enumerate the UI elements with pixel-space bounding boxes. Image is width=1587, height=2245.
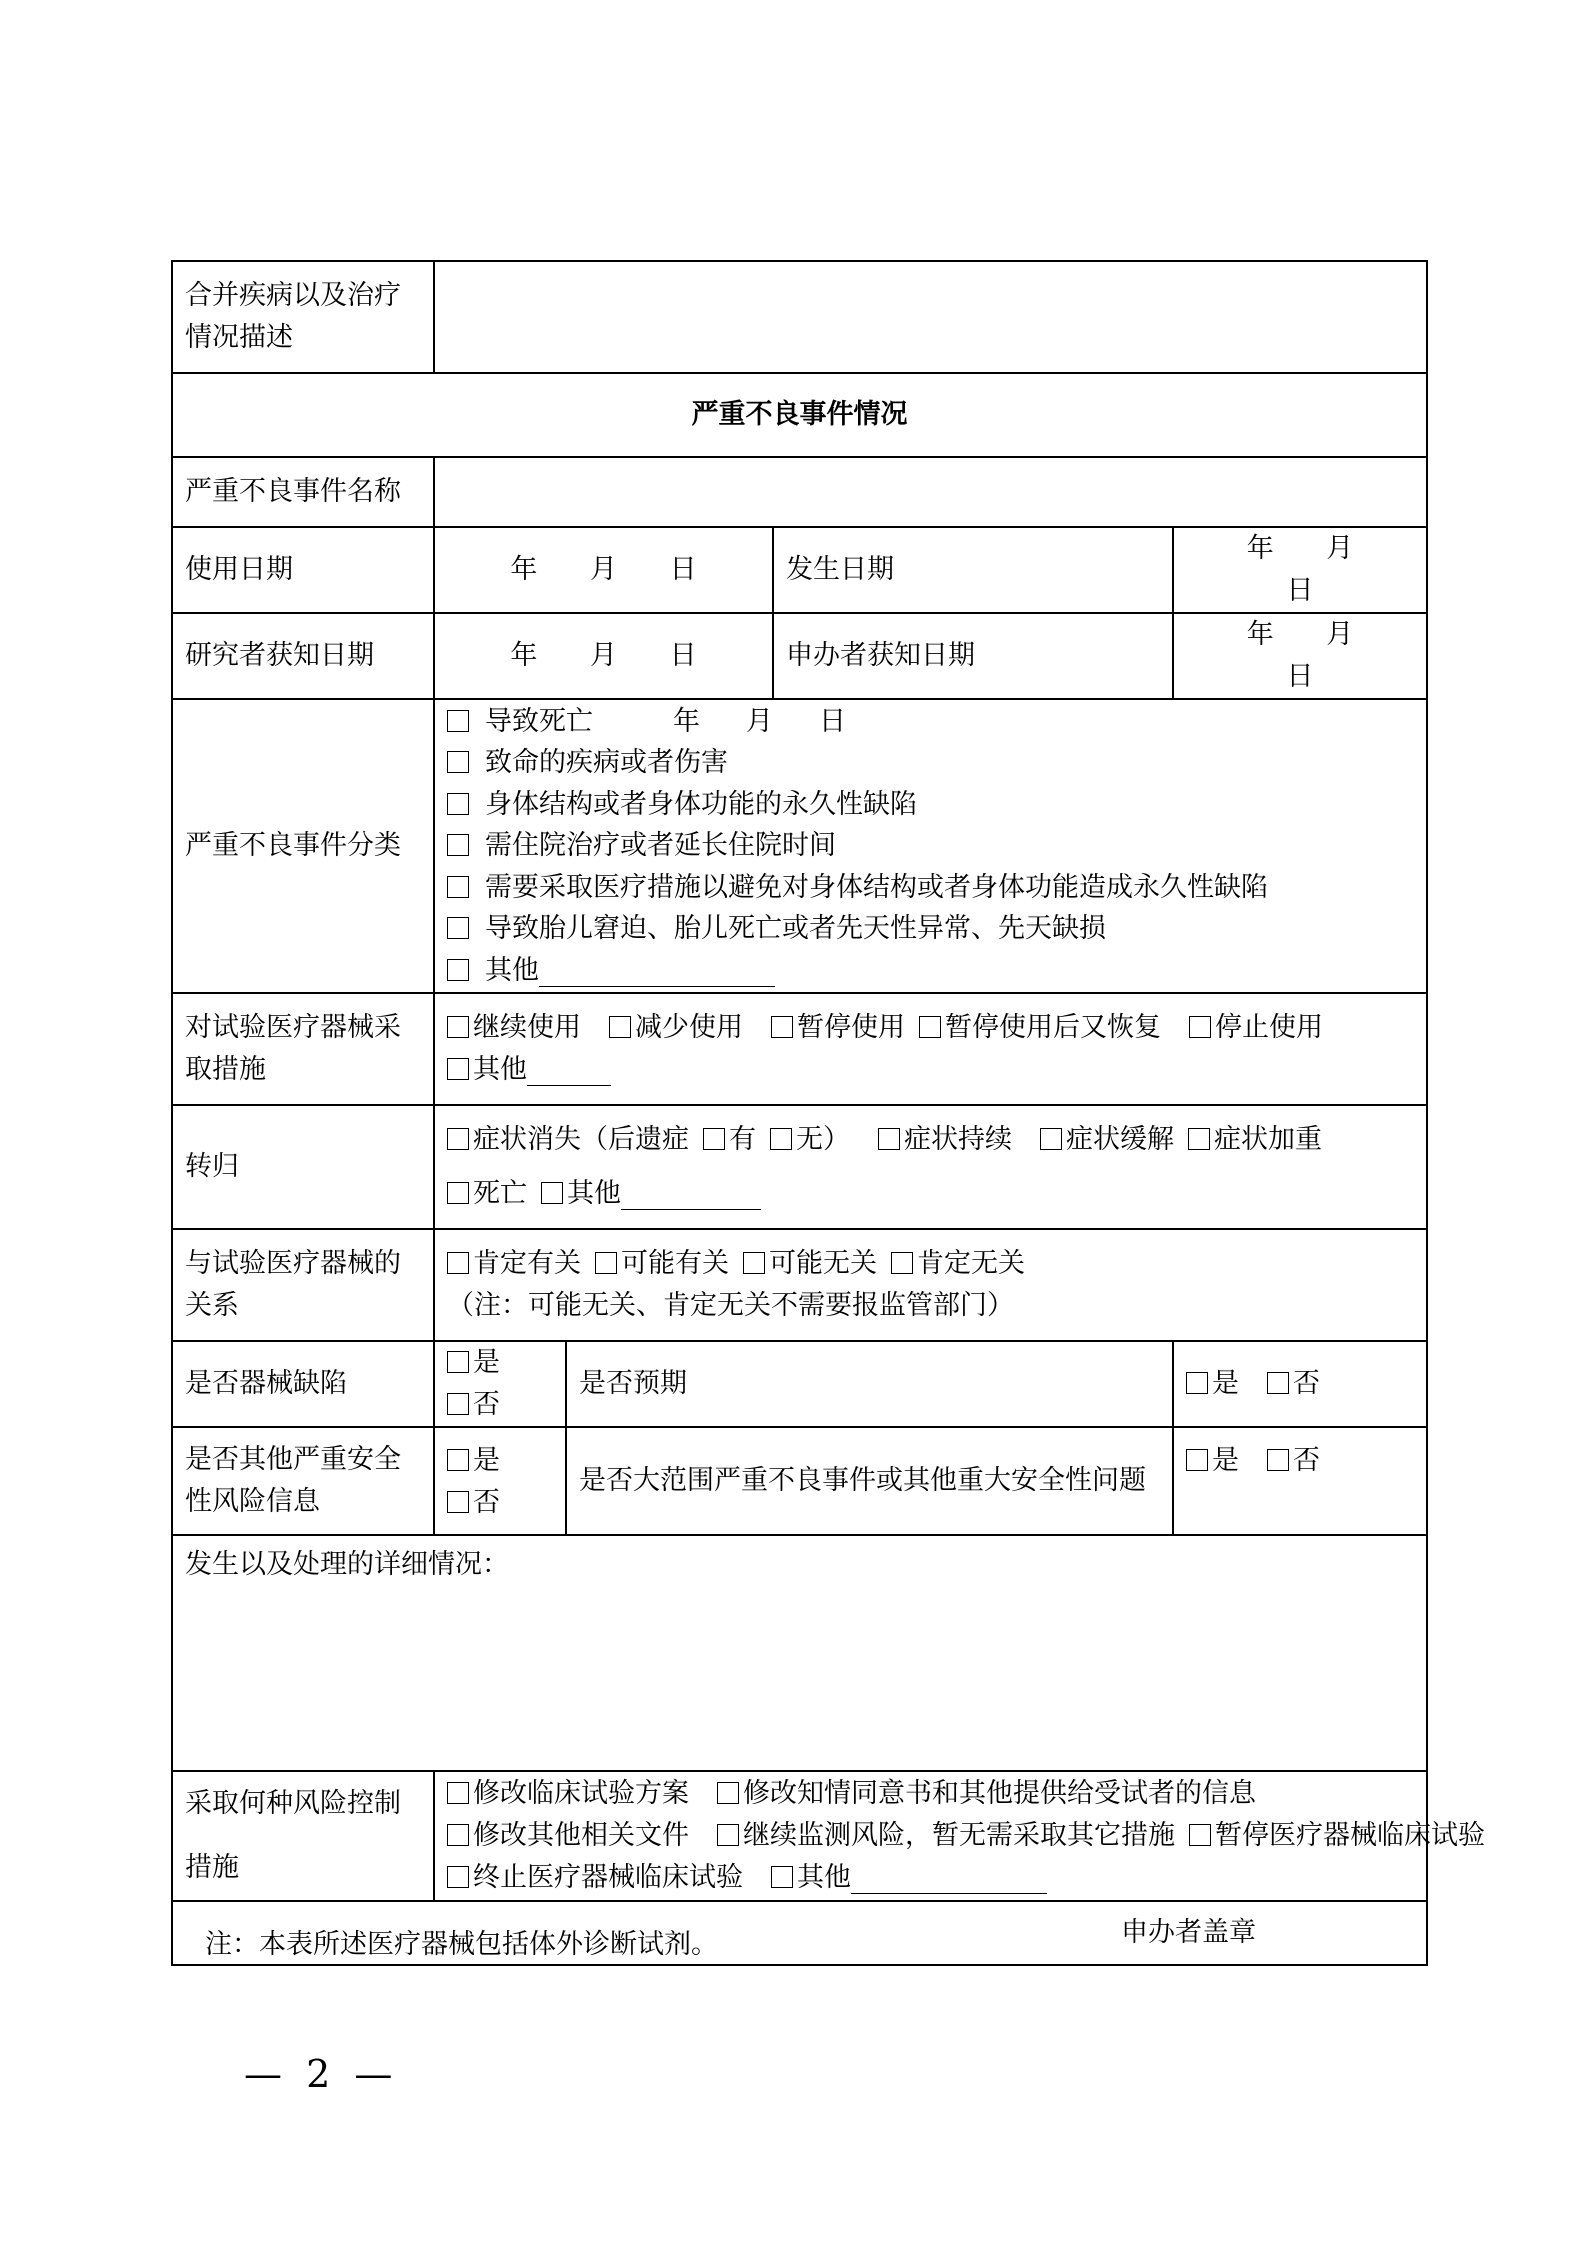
row-aware-date (172, 613, 1427, 699)
year-label: 年 (1246, 533, 1274, 564)
classification-options (434, 699, 1427, 993)
outcome-option[interactable]: 其他 (541, 1167, 761, 1221)
risk-control-options (434, 1771, 1485, 1901)
defect-label: 是否器械缺陷 (172, 1341, 434, 1427)
investigator-aware-field[interactable] (434, 613, 773, 699)
classification-option[interactable]: 导致死亡 年 月 日 (447, 701, 1414, 743)
risk-control-label: 采取何种风险控制措施 (172, 1771, 434, 1901)
no-option[interactable]: 否 (1267, 1363, 1320, 1405)
outcome-option[interactable]: 无） (770, 1113, 850, 1167)
risk-control-option[interactable]: 修改临床试验方案 (447, 1773, 689, 1815)
row-use-date (172, 527, 1427, 613)
checkbox[interactable] (447, 1058, 469, 1080)
checkbox[interactable] (919, 1016, 941, 1038)
year-label: 年 (1246, 619, 1274, 650)
measure-option[interactable]: 暂停使用后又恢复 (919, 1007, 1161, 1049)
checkbox[interactable] (447, 1782, 469, 1804)
outcome-option[interactable]: 症状缓解 (1040, 1113, 1174, 1167)
other-blank[interactable] (851, 1863, 1047, 1894)
checkbox[interactable] (717, 1824, 739, 1846)
checkbox[interactable] (771, 1866, 793, 1888)
page-number: — 2 — (244, 2052, 399, 2096)
classification-option[interactable]: 导致胎儿窘迫、胎儿死亡或者先天性异常、先天缺损 (447, 908, 1414, 950)
checkbox[interactable] (447, 1252, 469, 1274)
expected-options (1173, 1341, 1427, 1427)
sae-report-form (171, 260, 1485, 1966)
no-option[interactable]: 否 (447, 1384, 500, 1426)
month-label: 月 (590, 554, 617, 585)
relation-options (434, 1229, 1427, 1341)
classification-option[interactable]: 需要采取医疗措施以避免对身体结构或者身体功能造成永久性缺陷 (447, 867, 1414, 909)
relation-label: 与试验医疗器械的关系 (172, 1229, 434, 1341)
outcome-option[interactable]: 症状持续 (878, 1113, 1012, 1167)
month-label: 月 (1326, 619, 1354, 650)
occur-date-field[interactable] (1173, 527, 1427, 613)
relation-note: （注：可能无关、肯定无关不需要报监管部门） (447, 1290, 1014, 1321)
checkbox[interactable] (447, 710, 469, 732)
occur-date-label: 发生日期 (773, 527, 1173, 613)
yes-option[interactable]: 是 (1186, 1440, 1239, 1482)
checkbox[interactable] (1186, 1449, 1208, 1471)
checkbox[interactable] (771, 1016, 793, 1038)
measure-option[interactable]: 停止使用 (1189, 1007, 1323, 1049)
row-other-risk (172, 1427, 1427, 1535)
relation-option[interactable]: 肯定无关 (891, 1243, 1025, 1285)
checkbox[interactable] (1040, 1128, 1062, 1150)
details-label: 发生以及处理的详细情况： (185, 1549, 509, 1580)
row-risk-control (172, 1771, 1427, 1901)
row-defect (172, 1341, 1427, 1427)
checkbox[interactable] (1267, 1449, 1289, 1471)
year-label: 年 (510, 554, 538, 585)
outcome-option[interactable]: 死亡 (447, 1167, 527, 1221)
checkbox[interactable] (1189, 1016, 1211, 1038)
measures-label: 对试验医疗器械采取措施 (172, 993, 434, 1105)
year-label: 年 (510, 640, 538, 671)
checkbox[interactable] (447, 1351, 469, 1373)
checkbox[interactable] (743, 1252, 765, 1274)
checkbox[interactable] (447, 793, 469, 815)
row-comorbidity (172, 261, 1427, 373)
measure-option[interactable]: 其他 (447, 1049, 611, 1091)
row-section-title (172, 373, 1427, 457)
checkbox[interactable] (703, 1128, 725, 1150)
checkbox[interactable] (1189, 1824, 1211, 1846)
day-label: 日 (1286, 661, 1314, 692)
month-label: 月 (590, 640, 617, 671)
expected-label: 是否预期 (566, 1341, 1173, 1427)
use-date-field[interactable] (434, 527, 773, 613)
row-classification (172, 699, 1427, 993)
sponsor-seal: 申办者盖章 (172, 1901, 1427, 1965)
risk-control-option[interactable]: 修改知情同意书和其他提供给受试者的信息 (717, 1773, 1256, 1815)
yes-option[interactable]: 是 (1186, 1363, 1239, 1405)
checkbox[interactable] (541, 1182, 563, 1204)
checkbox[interactable] (447, 1393, 469, 1415)
checkbox[interactable] (878, 1128, 900, 1150)
yes-option[interactable]: 是 (447, 1342, 500, 1384)
checkbox[interactable] (609, 1016, 631, 1038)
checkbox[interactable] (447, 1016, 469, 1038)
large-scale-options (1173, 1427, 1427, 1535)
other-blank[interactable] (621, 1179, 761, 1210)
investigator-aware-label: 研究者获知日期 (172, 613, 434, 699)
sae-name-field[interactable] (434, 457, 1427, 527)
checkbox[interactable] (770, 1128, 792, 1150)
checkbox[interactable] (1267, 1372, 1289, 1394)
measures-options (434, 993, 1427, 1105)
row-sae-name (172, 457, 1427, 527)
checkbox[interactable] (447, 834, 469, 856)
large-scale-label: 是否大范围严重不良事件或其他重大安全性问题 (566, 1427, 1173, 1535)
checkbox[interactable] (891, 1252, 913, 1274)
other-risk-options (434, 1427, 566, 1535)
row-relation (172, 1229, 1427, 1341)
checkbox[interactable] (447, 1866, 469, 1888)
row-details (172, 1535, 1427, 1771)
day-label: 日 (669, 640, 697, 671)
no-option[interactable]: 否 (1267, 1440, 1320, 1482)
other-blank[interactable] (527, 1055, 611, 1086)
sponsor-aware-field[interactable] (1173, 613, 1427, 699)
other-risk-label: 是否其他严重安全性风险信息 (172, 1427, 434, 1535)
sae-name-label: 严重不良事件名称 (172, 457, 434, 527)
sponsor-aware-label: 申办者获知日期 (773, 613, 1173, 699)
use-date-label: 使用日期 (172, 527, 434, 613)
checkbox[interactable] (447, 1824, 469, 1846)
checkbox[interactable] (1188, 1128, 1210, 1150)
checkbox[interactable] (447, 1128, 469, 1150)
checkbox[interactable] (1186, 1372, 1208, 1394)
section-title: 严重不良事件情况 (172, 373, 1427, 457)
row-outcome (172, 1105, 1427, 1229)
no-option[interactable]: 否 (447, 1482, 500, 1524)
measure-option[interactable]: 继续使用 (447, 1007, 581, 1049)
checkbox[interactable] (447, 876, 469, 898)
measure-option[interactable]: 减少使用 (609, 1007, 743, 1049)
footnote: 注：本表所述医疗器械包括体外诊断试剂。 (205, 1929, 718, 1960)
comorbidity-field[interactable] (434, 261, 1427, 373)
relation-option[interactable]: 可能无关 (743, 1243, 877, 1285)
risk-control-option[interactable]: 修改其他相关文件 (447, 1815, 689, 1857)
day-label: 日 (669, 554, 697, 585)
outcome-options (434, 1105, 1427, 1229)
outcome-option[interactable]: 有 (703, 1113, 756, 1167)
checkbox[interactable] (447, 917, 469, 939)
comorbidity-label: 合并疾病以及治疗情况描述 (172, 261, 434, 373)
classification-option[interactable]: 需住院治疗或者延长住院时间 (447, 825, 1414, 867)
checkbox[interactable] (447, 1491, 469, 1513)
details-field[interactable] (172, 1535, 1427, 1771)
checkbox[interactable] (717, 1782, 739, 1804)
measure-option[interactable]: 暂停使用 (771, 1007, 905, 1049)
yes-option[interactable]: 是 (447, 1440, 500, 1482)
risk-control-option[interactable]: 继续监测风险，暂无需采取其它措施 (717, 1815, 1175, 1857)
outcome-label: 转归 (172, 1105, 434, 1229)
month-label: 月 (1326, 533, 1354, 564)
checkbox[interactable] (595, 1252, 617, 1274)
risk-control-option[interactable]: 其他 (771, 1857, 1047, 1899)
risk-control-option[interactable]: 暂停医疗器械临床试验 (1189, 1815, 1485, 1857)
risk-control-option[interactable]: 终止医疗器械临床试验 (447, 1857, 743, 1899)
relation-option[interactable]: 肯定有关 (447, 1243, 581, 1285)
relation-option[interactable]: 可能有关 (595, 1243, 729, 1285)
classification-option[interactable]: 致命的疾病或者伤害 (447, 742, 1414, 784)
classification-option[interactable]: 身体结构或者身体功能的永久性缺陷 (447, 784, 1414, 826)
defect-options (434, 1341, 566, 1427)
checkbox[interactable] (447, 1449, 469, 1471)
checkbox[interactable] (447, 959, 469, 981)
checkbox[interactable] (447, 751, 469, 773)
outcome-option[interactable]: 症状消失（后遗症 (447, 1113, 689, 1167)
other-blank[interactable] (539, 956, 775, 987)
classification-option[interactable]: 其他 (447, 950, 1414, 992)
checkbox[interactable] (447, 1182, 469, 1204)
row-measures (172, 993, 1427, 1105)
classification-label: 严重不良事件分类 (172, 699, 434, 993)
day-label: 日 (1286, 575, 1314, 606)
outcome-option[interactable]: 症状加重 (1188, 1113, 1322, 1167)
